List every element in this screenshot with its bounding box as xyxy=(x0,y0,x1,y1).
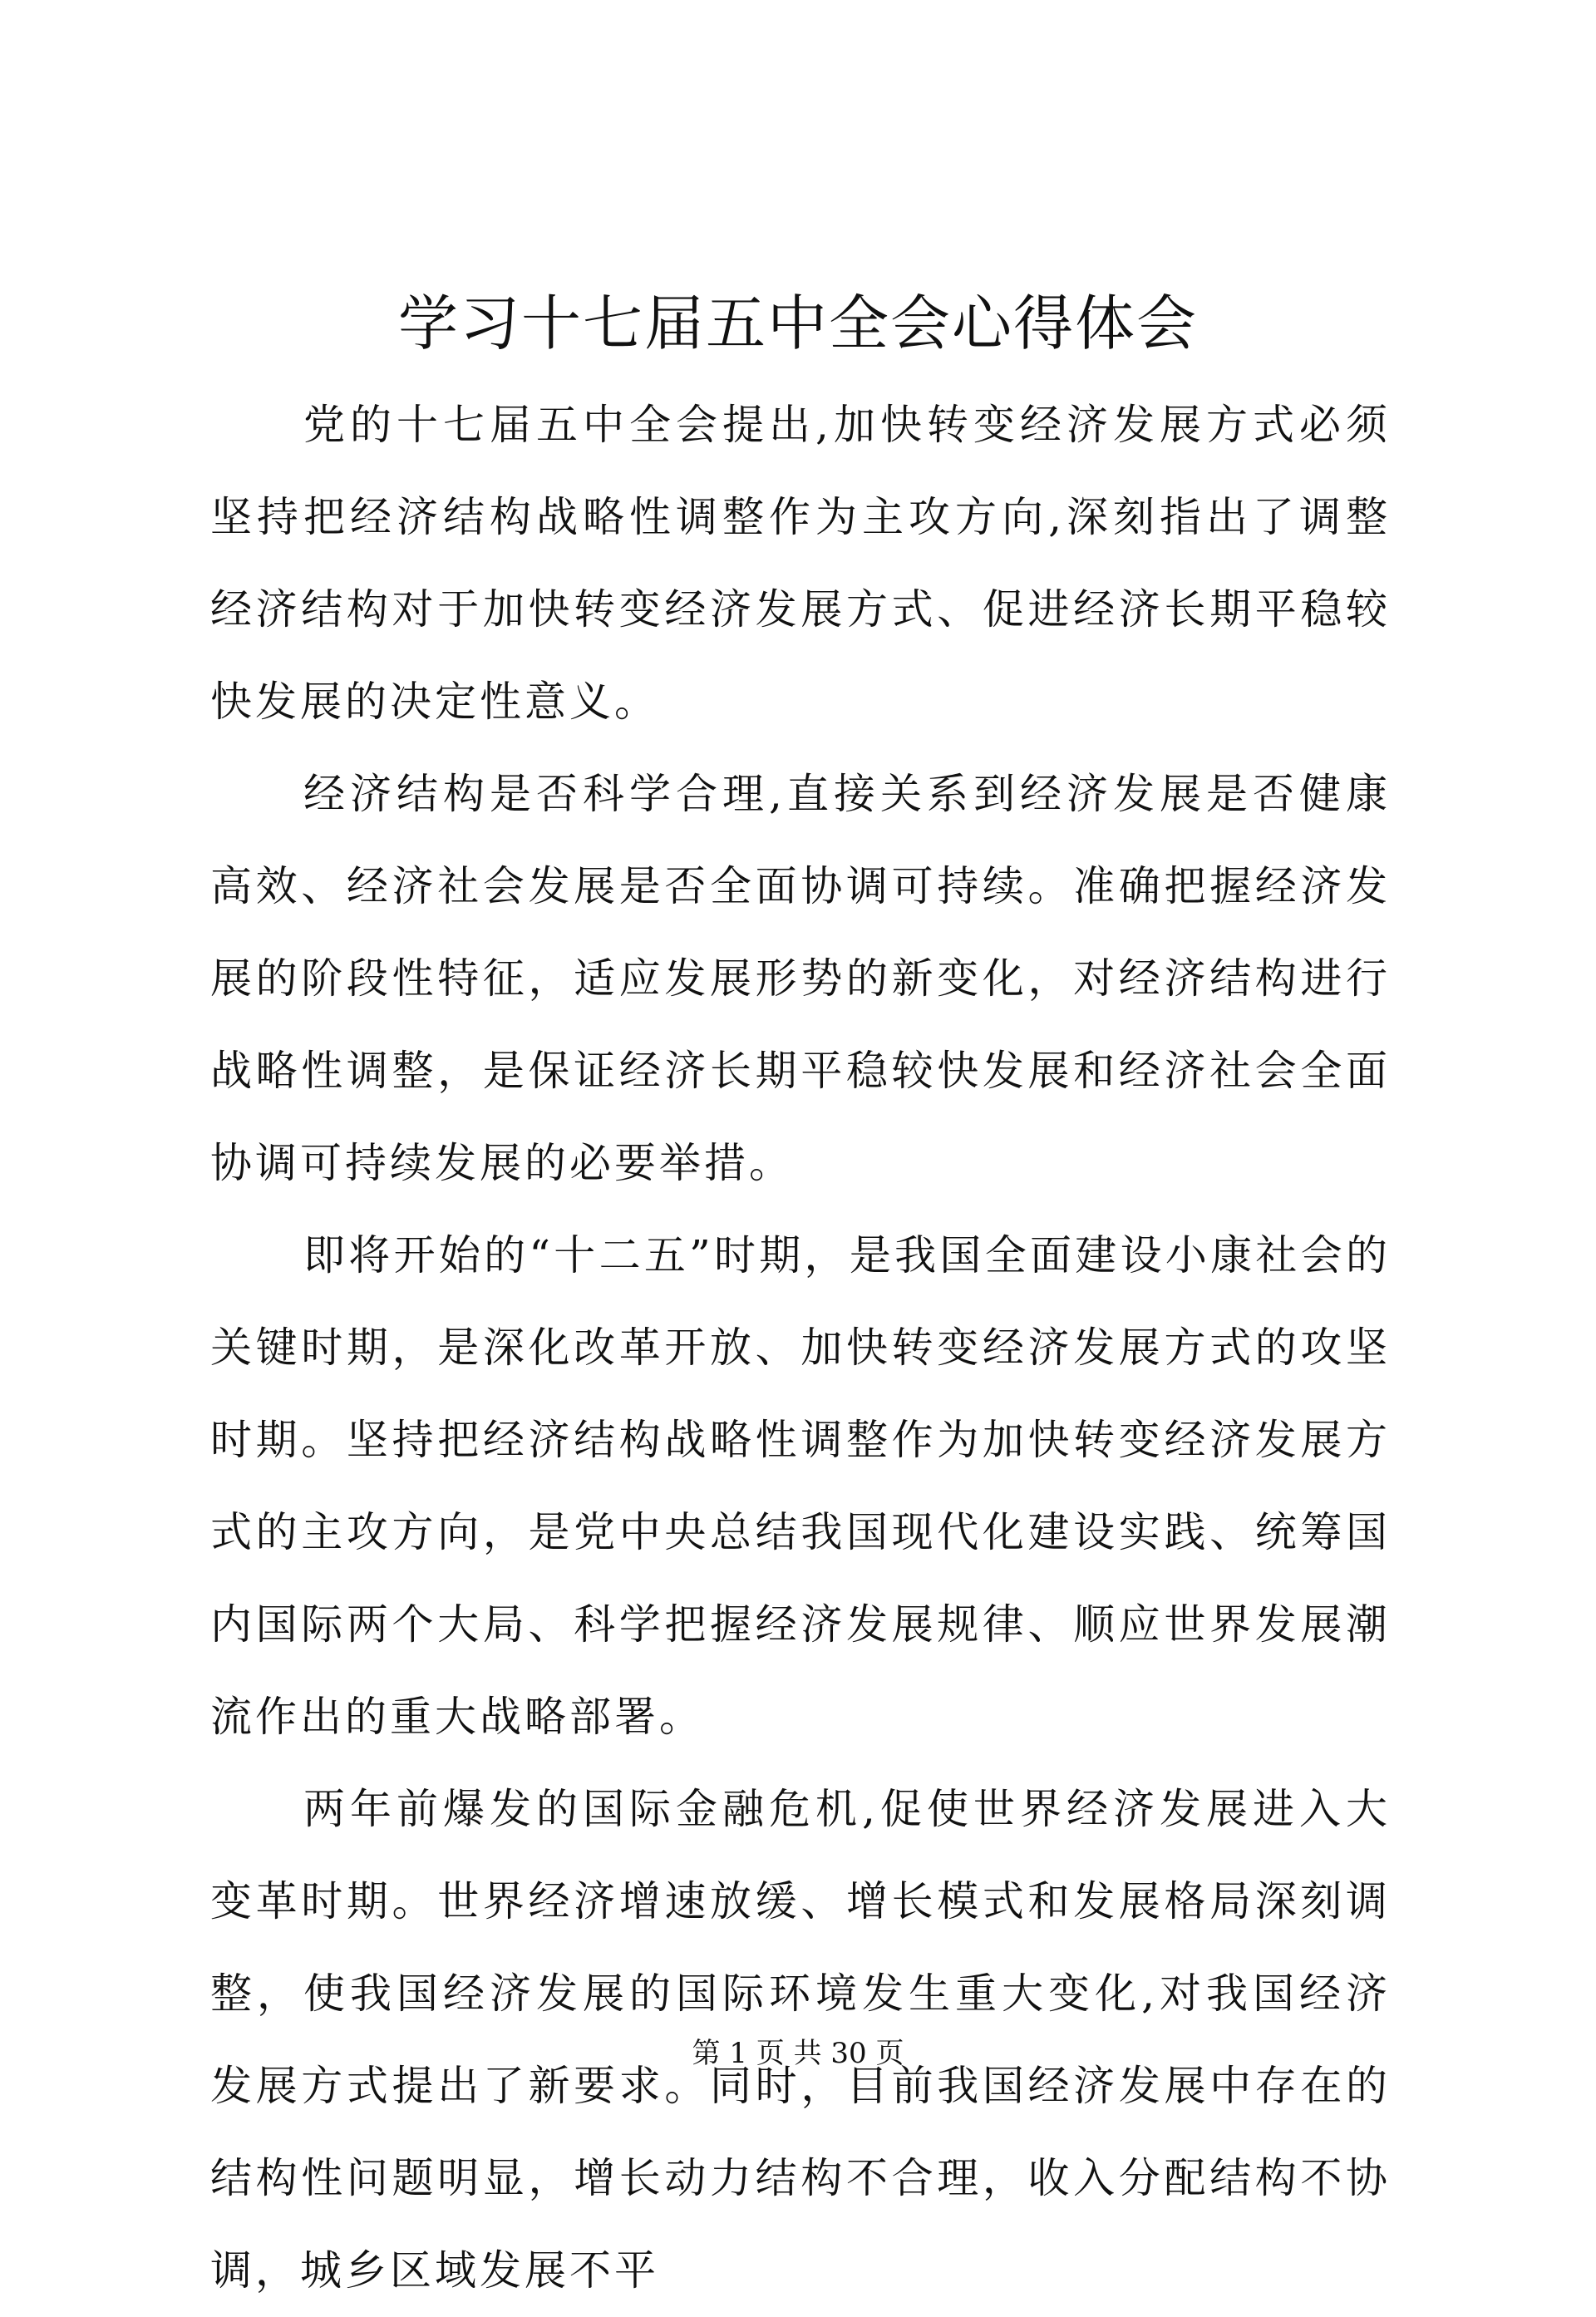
document-body xyxy=(210,379,1391,2317)
paragraph-3: 即将开始的“十二五”时期，是我国全面建设小康社会的关键时期，是深化改革开放、加快转变经济发展方式的攻坚时期。坚持把经济结构战略性调整作为加快转变经济发展方式的主攻方向，是党中央总结我国现代化建设实践、统筹国内国际两个大局、科学把握经济发展规律、顺应世界发展潮流作出的重大战略部署。 xyxy=(210,1231,1391,1741)
document-title: 学习十七届五中全会心得体会 xyxy=(397,288,1198,358)
paragraph-1: 党的十七届五中全会提出,加快转变经济发展方式必须坚持把经济结构战略性调整作为主攻方向,深刻指出了调整经济结构对于加快转变经济发展方式、促进经济长期平稳较快发展的决定性意义。 xyxy=(210,401,1391,726)
page-footer: 第 1 页 共 30 页 xyxy=(692,2037,904,2070)
paragraph-4: 两年前爆发的国际金融危机,促使世界经济发展进入大变革时期。世界经济增速放缓、增长模式和发展格局深刻调整，使我国经济发展的国际环境发生重大变化,对我国经济发展方式提出了新要求。同时，目前我国经济发展中存在的结构性问题明显，增长动力结构不合理，收入分配结构不协调，城乡区域发展不平 xyxy=(210,1785,1391,2295)
paragraph-2: 经济结构是否科学合理,直接关系到经济发展是否健康高效、经济社会发展是否全面协调可持续。准确把握经济发展的阶段性特征，适应发展形势的新变化，对经济结构进行战略性调整，是保证经济长期平稳较快发展和经济社会全面协调可持续发展的必要举措。 xyxy=(210,770,1391,1187)
